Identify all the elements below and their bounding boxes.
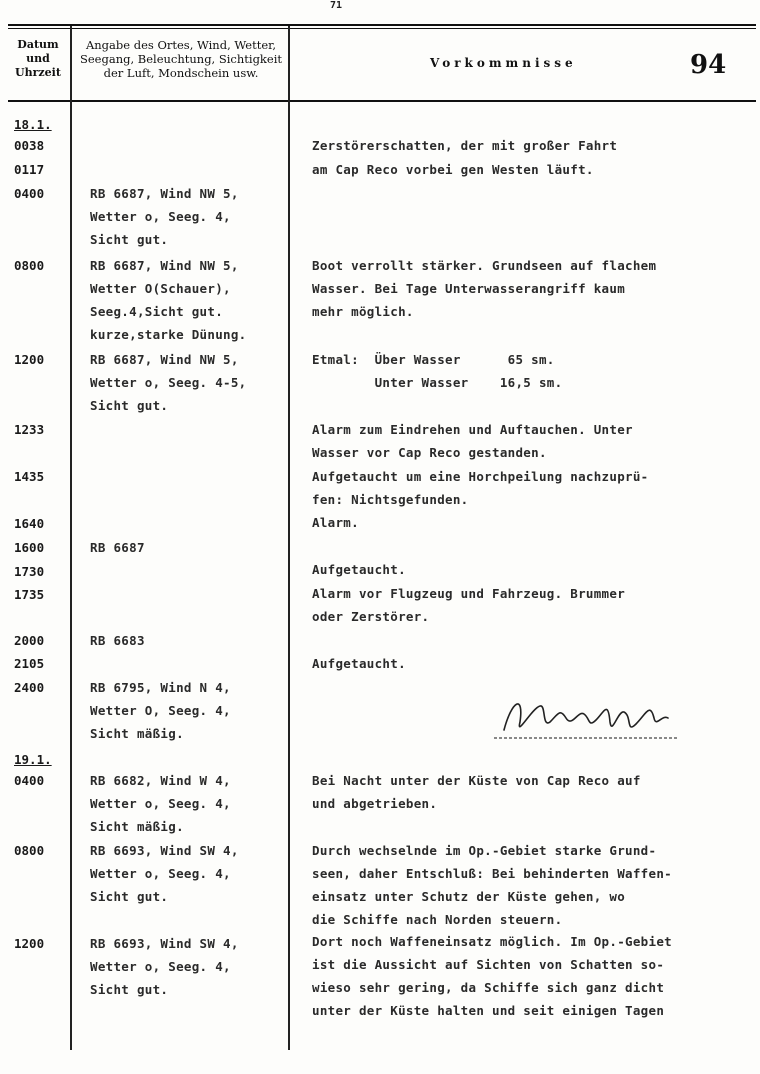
- entry-weather-line: Wetter O, Seeg. 4,: [90, 703, 231, 718]
- entry-time: 2105: [14, 656, 45, 671]
- header-weather-line: der Luft, Mondschein usw.: [103, 66, 259, 80]
- header-date-line: Datum: [17, 38, 59, 51]
- entry-event-line: mehr möglich.: [312, 304, 414, 319]
- entry-time: 0400: [14, 186, 45, 201]
- entry-weather-line: Wetter o, Seeg. 4-5,: [90, 375, 247, 390]
- entry-weather-line: RB 6687, Wind NW 5,: [90, 258, 239, 273]
- entry-event-line: Wasser vor Cap Reco gestanden.: [312, 445, 547, 460]
- entry-event-line: Alarm zum Eindrehen und Auftauchen. Unter: [312, 422, 633, 437]
- date-label: 18.1.: [14, 117, 52, 132]
- entry-event-line: Aufgetaucht.: [312, 656, 406, 671]
- entry-event-line: und abgetrieben.: [312, 796, 438, 811]
- entry-time: 2400: [14, 680, 45, 695]
- header-rule: [8, 100, 756, 102]
- top-rule-thin: [8, 28, 756, 29]
- entry-time: 1735: [14, 587, 45, 602]
- entry-time: 0400: [14, 773, 45, 788]
- entry-time: 1200: [14, 936, 45, 951]
- entry-time: 1435: [14, 469, 45, 484]
- entry-event-line: ist die Aussicht auf Sichten von Schatten so-: [312, 957, 665, 972]
- entry-event-line: am Cap Reco vorbei gen Westen läuft.: [312, 162, 594, 177]
- entry-event-line: Zerstörerschatten, der mit großer Fahrt: [312, 138, 618, 153]
- entry-event-line: Dort noch Waffeneinsatz möglich. Im Op.-Gebiet: [312, 934, 672, 949]
- entry-event-line: Bei Nacht unter der Küste von Cap Reco auf: [312, 773, 641, 788]
- entry-weather-line: Wetter O(Schauer),: [90, 281, 231, 296]
- header-weather-column: [74, 38, 288, 80]
- header-date-line: Uhrzeit: [15, 66, 61, 79]
- entry-weather-line: RB 6693, Wind SW 4,: [90, 936, 239, 951]
- entry-event-line: seen, daher Entschluß: Bei behinderten Waffen-: [312, 866, 672, 881]
- entry-weather-line: kurze,starke Dünung.: [90, 327, 247, 342]
- date-label: 19.1.: [14, 752, 52, 767]
- entry-weather-line: Wetter o, Seeg. 4,: [90, 209, 231, 224]
- entry-weather-line: RB 6682, Wind W 4,: [90, 773, 231, 788]
- entry-weather-line: Wetter o, Seeg. 4,: [90, 796, 231, 811]
- header-weather-line: Angabe des Ortes, Wind, Wetter,: [85, 38, 277, 52]
- header-date-column: [10, 38, 66, 80]
- entry-time: 1200: [14, 352, 45, 367]
- header-weather-line: Seegang, Beleuchtung, Sichtigkeit: [79, 52, 283, 66]
- entry-time: 0800: [14, 843, 45, 858]
- entry-time: 0117: [14, 162, 45, 177]
- entry-event-line: wieso sehr gering, da Schiffe sich ganz dicht: [312, 980, 665, 995]
- entry-event-line: Etmal: Über Wasser 65 sm.: [312, 352, 555, 367]
- entry-weather-line: RB 6683: [90, 633, 145, 648]
- entry-weather-line: Sicht gut.: [90, 232, 169, 247]
- entry-event-line: Unter Wasser 16,5 sm.: [312, 375, 563, 390]
- entry-time: 1640: [14, 516, 45, 531]
- entry-weather-line: RB 6687, Wind NW 5,: [90, 186, 239, 201]
- entry-weather-line: RB 6795, Wind N 4,: [90, 680, 231, 695]
- handwritten-signature: [486, 688, 686, 748]
- entry-weather-line: Sicht gut.: [90, 398, 169, 413]
- header-events-column: Vorkommnisse: [430, 56, 577, 70]
- entry-weather-line: RB 6693, Wind SW 4,: [90, 843, 239, 858]
- entry-weather-line: Sicht mäßig.: [90, 726, 184, 741]
- entry-time: 0800: [14, 258, 45, 273]
- entry-time: 1233: [14, 422, 45, 437]
- column-divider-1: [70, 26, 72, 1050]
- entry-weather-line: Seeg.4,Sicht gut.: [90, 304, 224, 319]
- entry-time: 0038: [14, 138, 45, 153]
- entry-weather-line: Wetter o, Seeg. 4,: [90, 959, 231, 974]
- entry-event-line: Alarm vor Flugzeug und Fahrzeug. Brummer: [312, 586, 626, 601]
- entry-weather-line: RB 6687, Wind NW 5,: [90, 352, 239, 367]
- page-number: 94: [690, 50, 727, 80]
- entry-time: 2000: [14, 633, 45, 648]
- header-date-line: und: [26, 52, 50, 65]
- entry-weather-line: RB 6687: [90, 540, 145, 555]
- entry-weather-line: Sicht mäßig.: [90, 819, 184, 834]
- entry-time: 1600: [14, 540, 45, 555]
- top-rule: [8, 24, 756, 26]
- entry-event-line: fen: Nichtsgefunden.: [312, 492, 469, 507]
- entry-event-line: Boot verrollt stärker. Grundseen auf flachem: [312, 258, 657, 273]
- entry-event-line: Durch wechselnde im Op.-Gebiet starke Grund-: [312, 843, 657, 858]
- entry-event-line: Aufgetaucht.: [312, 562, 406, 577]
- column-divider-2: [288, 26, 290, 1050]
- entry-event-line: Alarm.: [312, 515, 359, 530]
- entry-event-line: Aufgetaucht um eine Horchpeilung nachzuprü-: [312, 469, 649, 484]
- entry-time: 1730: [14, 564, 45, 579]
- entry-weather-line: Wetter o, Seeg. 4,: [90, 866, 231, 881]
- entry-event-line: unter der Küste halten und seit einigen Tagen: [312, 1003, 665, 1018]
- top-mark: 71: [330, 0, 343, 11]
- entry-event-line: die Schiffe nach Norden steuern.: [312, 912, 563, 927]
- entry-weather-line: Sicht gut.: [90, 982, 169, 997]
- entry-event-line: Wasser. Bei Tage Unterwasserangriff kaum: [312, 281, 626, 296]
- entry-event-line: einsatz unter Schutz der Küste gehen, wo: [312, 889, 626, 904]
- entry-event-line: oder Zerstörer.: [312, 609, 430, 624]
- entry-weather-line: Sicht gut.: [90, 889, 169, 904]
